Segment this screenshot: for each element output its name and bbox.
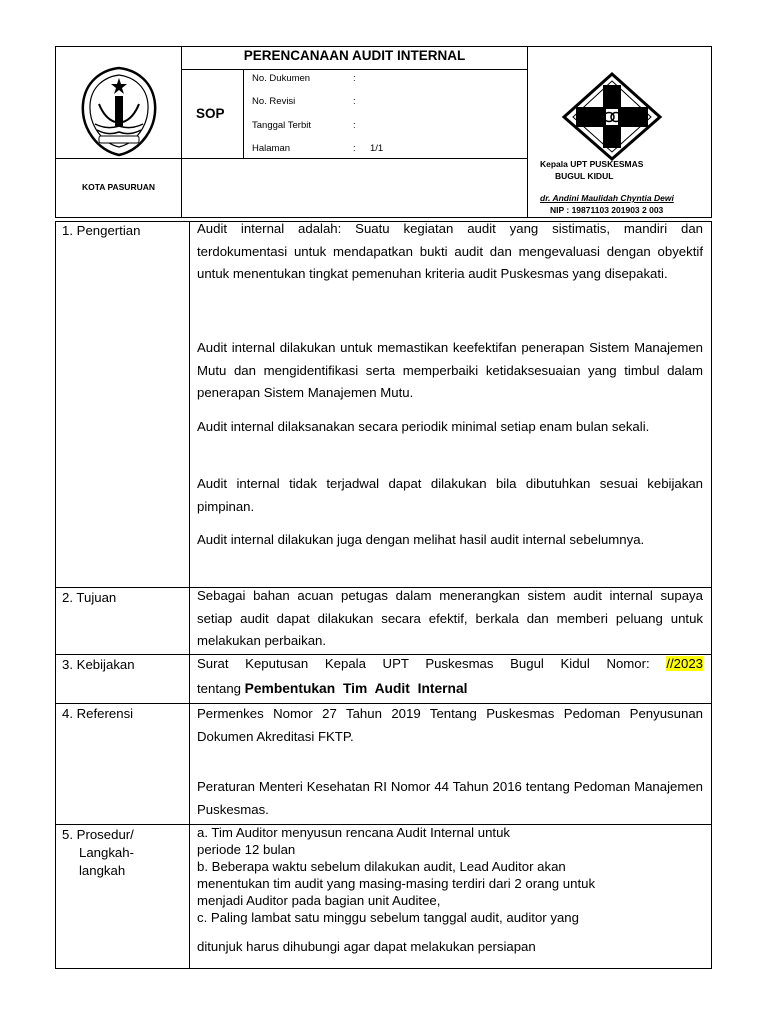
city-label: KOTA PASURUAN: [81, 182, 156, 192]
approver-nip: NIP : 19871103 201903 2 003: [550, 205, 664, 215]
meta-sep: :: [353, 143, 356, 154]
section-label-referensi: 4. Referensi: [62, 706, 134, 721]
prosedur-line: periode 12 bulan: [197, 842, 296, 857]
prosedur-label-line: langkah: [79, 863, 126, 878]
meta-value: 1/1: [370, 143, 384, 154]
approver-unit: BUGUL KIDUL: [555, 171, 614, 181]
kebijakan-tentang: tentang: [197, 681, 241, 696]
prosedur-steps: [197, 824, 707, 955]
meta-label: No. Revisi: [252, 96, 296, 107]
document-title: PERENCANAAN AUDIT INTERNAL: [243, 48, 466, 63]
prosedur-label-line: Langkah-: [79, 845, 134, 860]
pengertian-paragraph: Audit internal adalah: Suatu kegiatan audit yang sistimatis, mandiri dan terdokumentasi untuk mendapatkan bukti audit dan mengevaluasi dengan obyektif untuk menentukan tingkat pemenuhan kriteria audit Puskesmas yang disepakati.: [197, 221, 703, 281]
pengertian-paragraph: Audit internal dilakukan juga dengan melihat hasil audit internal sebelumnya.: [197, 532, 645, 547]
kebijakan-number: //2023: [666, 656, 703, 671]
approver-title: Kepala UPT PUSKESMAS: [540, 159, 644, 169]
prosedur-line: menjadi Auditor pada bagian unit Auditee,: [197, 893, 441, 908]
prosedur-line: a. Tim Auditor menyusun rencana Audit Internal untuk: [197, 825, 511, 840]
meta-label: No. Dukumen: [252, 73, 311, 84]
referensi-paragraph: Permenkes Nomor 27 Tahun 2019 Tentang Puskesmas Pedoman Penyusunan Dokumen Akreditasi FKTP.: [197, 706, 703, 744]
referensi-paragraph: Peraturan Menteri Kesehatan RI Nomor 44 Tahun 2016 tentang Pedoman Manajemen Puskesmas.: [197, 779, 703, 817]
meta-sep: :: [353, 120, 356, 131]
kebijakan-line2: [197, 678, 703, 701]
kota-pasuruan-seal-icon: [77, 64, 161, 158]
approver-name: dr. Andini Maulidah Chyntia Dewi: [540, 193, 674, 203]
meta-sep: :: [353, 73, 356, 84]
section-label-prosedur: [62, 826, 134, 880]
meta-label: Halaman: [252, 143, 291, 154]
prosedur-line: menentukan tim audit yang masing-masing terdiri dari 2 orang untuk: [197, 876, 596, 891]
prosedur-line: b. Beberapa waktu sebelum dilakukan audit, Lead Auditor akan: [197, 859, 566, 874]
kebijakan-main: Surat Keputusan Kepala UPT Puskesmas Bugul Kidul Nomor:: [197, 656, 650, 671]
tujuan-text: Sebagai bahan acuan petugas dalam menerangkan sistem audit internal supaya setiap audit dapat dilakukan secara efektif, berkala dan memberi peluang untuk melakukan perbaikan.: [197, 588, 703, 648]
puskesmas-logo-icon: [561, 71, 663, 161]
meta-sep: :: [353, 96, 356, 107]
section-label-pengertian: 1. Pengertian: [62, 223, 141, 238]
prosedur-label-line: 5. Prosedur/: [62, 827, 134, 842]
sop-label: SOP: [196, 106, 225, 121]
kebijakan-title: Pembentukan Tim Audit Internal: [244, 681, 468, 696]
meta-label: Tanggal Terbit: [252, 120, 311, 131]
prosedur-line: c. Paling lambat satu minggu sebelum tanggal audit, auditor yang: [197, 910, 579, 925]
section-label-tujuan: 2. Tujuan: [62, 590, 117, 605]
prosedur-line: ditunjuk harus dihubungi agar dapat melakukan persiapan: [197, 939, 536, 954]
pengertian-paragraph: Audit internal tidak terjadwal dapat dilakukan bila dibutuhkan sesuai kebijakan pimpinan.: [197, 476, 703, 514]
section-label-kebijakan: 3. Kebijakan: [62, 657, 135, 672]
pengertian-paragraph: Audit internal dilaksanakan secara periodik minimal setiap enam bulan sekali.: [197, 419, 650, 434]
kebijakan-text: [197, 653, 703, 676]
pengertian-paragraph: Audit internal dilakukan untuk memastikan keefektifan penerapan Sistem Manajemen Mutu dan mengidentifikasi serta memperbaiki ketidaksesuaian yang timbul dalam penerapan Sistem Manajemen Mutu.: [197, 340, 703, 400]
